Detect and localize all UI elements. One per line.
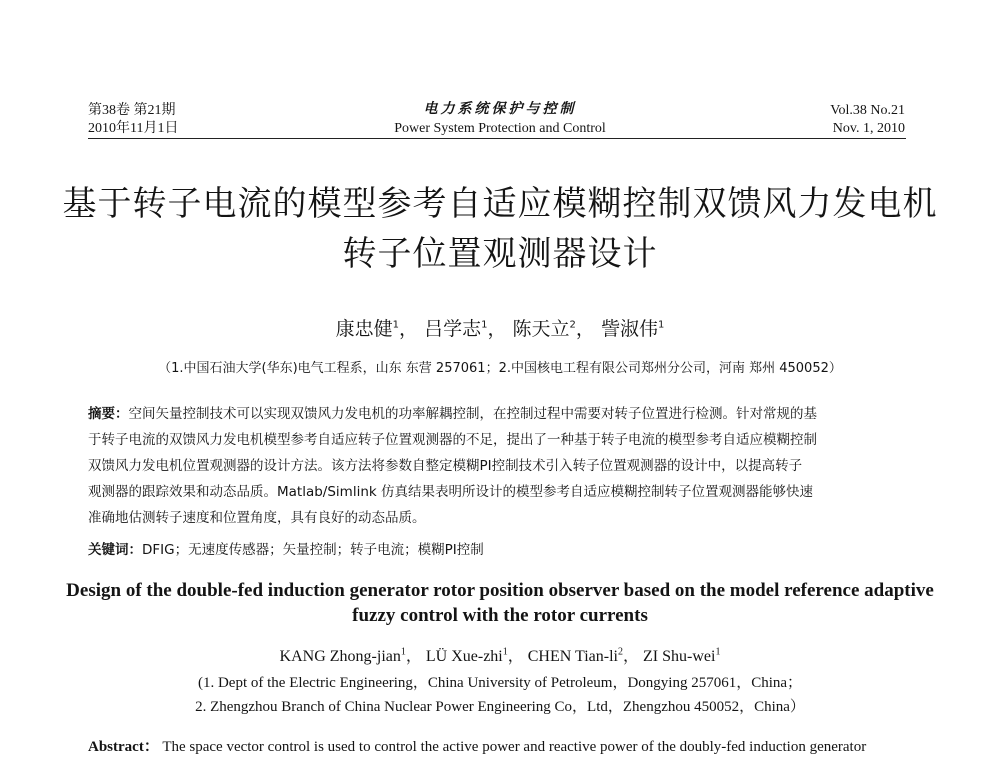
- abstract-cn-line5: 准确地估测转子速度和位置角度，具有良好的动态品质。: [88, 510, 426, 526]
- volume-issue-cn: 第38卷 第21期: [88, 103, 176, 118]
- affiliation-en-line2: 2. Zhengzhou Branch of China Nuclear Power Engineering Co，Ltd，Zhengzhou 450052，China）: [195, 699, 805, 715]
- author-name: 訾淑伟: [600, 318, 658, 340]
- author-affil-mark: 1: [392, 319, 400, 331]
- author-name: 吕学志: [424, 318, 482, 340]
- author-affil-mark: 1: [715, 646, 721, 658]
- keywords-cn-label: 关键词：: [88, 542, 142, 558]
- author-name: ZI Shu-wei: [643, 648, 716, 665]
- paper-title-en-line1: Design of the double-fed induction generator rotor position observer based on the model reference adaptive: [66, 580, 934, 601]
- author-affil-mark: 2: [618, 646, 623, 658]
- abstract-cn-line4: 观测器的跟踪效果和动态品质。Matlab/Simlink 仿真结果表明所设计的模型参考自适应模糊控制转子位置观测器能够快速: [88, 484, 813, 500]
- affiliation-en-line1: (1. Dept of the Electric Engineering，China University of Petroleum，Dongying 257061，China；: [197, 675, 803, 691]
- authors-cn: 康忠健$^1$， 吕学志$^1$， 陈天立$^2$， 訾淑伟$^1$: [335, 318, 665, 340]
- author-affil-mark: 1: [481, 319, 488, 331]
- abstract-en-text: The space vector control is used to control the active power and reactive power of the doubly-fed induction generator: [162, 739, 867, 755]
- author-affil-mark: 1: [502, 646, 508, 658]
- journal-name-cn: 电力系统保护与控制: [423, 101, 577, 117]
- author-affil-mark: 1: [400, 646, 406, 658]
- author-name: CHEN Tian-li: [527, 648, 618, 665]
- author-affil-mark: 1: [657, 319, 665, 331]
- header-rule: [88, 138, 906, 139]
- journal-name-en: Power System Protection and Control: [394, 121, 606, 136]
- abstract-cn-line3: 双馈风力发电机位置观测器的设计方法。该方法将参数自整定模糊PI控制技术引入转子位置观测器的设计中，以提高转子: [88, 458, 803, 474]
- authors-en: KANG Zhong-jian$^1$， LÜ Xue-zhi$^1$， CHEN Tian-$li^2$， ZI Shu-wei$^1$: [279, 646, 721, 665]
- date-en: Nov. 1, 2010: [832, 121, 905, 136]
- author-name: 康忠健: [335, 318, 393, 340]
- author-affil-mark: 2: [569, 319, 576, 331]
- keywords-cn: [88, 537, 910, 563]
- abstract-cn-label: 摘要：: [88, 406, 129, 422]
- author-name: LÜ Xue-zhi: [425, 648, 503, 665]
- keywords-cn-text: DFIG；无速度传感器；矢量控制；转子电流；模糊PI控制: [142, 542, 484, 558]
- paper-title-cn-line2: 转子位置观测器设计: [342, 234, 658, 274]
- abstract-cn-line2: 于转子电流的双馈风力发电机模型参考自适应转子位置观测器的不足，提出了一种基于转子电流的模型参考自适应模糊控制: [88, 432, 817, 448]
- volume-issue-en: Vol.38 No.21: [830, 103, 905, 118]
- paper-title-cn-line1: 基于转子电流的模型参考自适应模糊控制双馈风力发电机: [62, 184, 938, 224]
- abstract-en-label: Abstract：: [88, 739, 159, 755]
- affiliation-cn: （1.中国石油大学(华东)电气工程系，山东 东营 257061；2.中国核电工程有限公司郑州分公司，河南 郑州 450052）: [158, 361, 842, 376]
- paper-title-en-line2: fuzzy control with the rotor currents: [352, 605, 648, 626]
- abstract-cn-text: 空间矢量控制技术可以实现双馈风力发电机的功率解耦控制，在控制过程中需要对转子位置进行检测。针对常规的基: [128, 406, 817, 422]
- date-cn: 2010年11月1日: [88, 121, 179, 136]
- author-name: 陈天立: [512, 318, 570, 340]
- author-name: KANG Zhong-jian: [279, 648, 401, 665]
- abstract-en-line1: [88, 735, 866, 756]
- abstract-cn-line1: [88, 401, 910, 427]
